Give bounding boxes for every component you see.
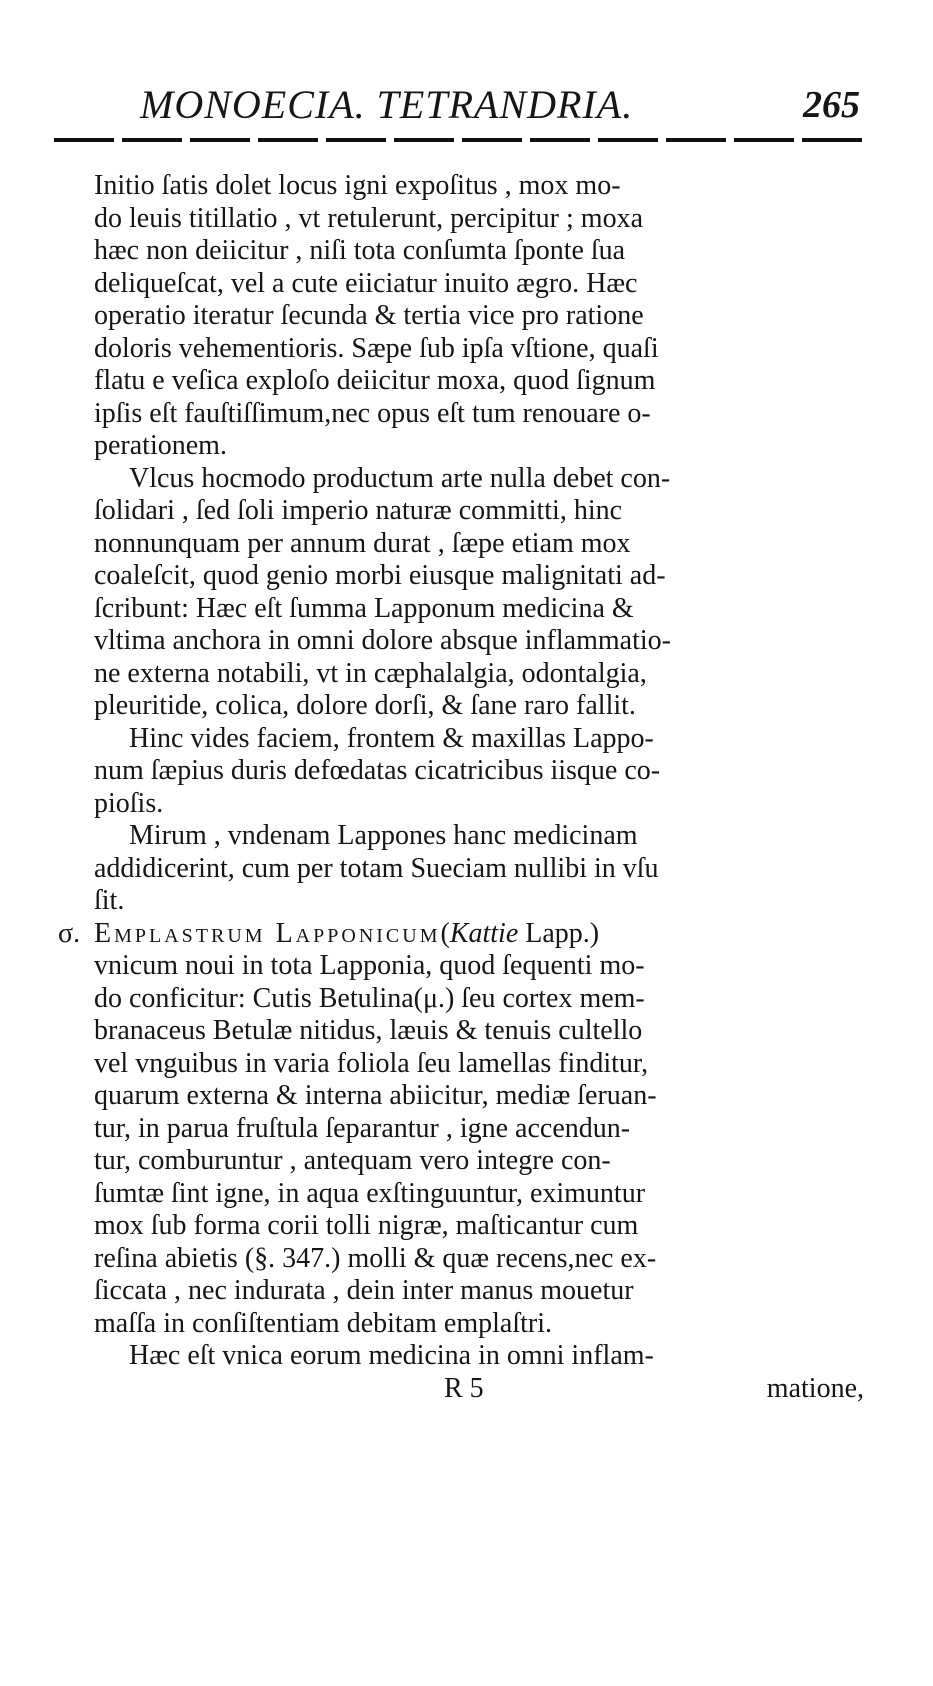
page-number: 265	[803, 84, 860, 126]
text-line: quarum externa & interna abiicitur, mediæ ſeruan-	[94, 1080, 657, 1111]
text-line: mox ſub forma corii tolli nigræ, maſticantur cum	[94, 1210, 639, 1241]
text-line: ne externa notabili, vt in cæphalalgia, odontalgia,	[94, 657, 647, 689]
text-line: vel vnguibus in varia foliola ſeu lamellas finditur,	[94, 1047, 649, 1079]
text-line: pioſis.	[94, 787, 164, 819]
emplastrum-rest: Lapp.)	[518, 917, 600, 949]
text-line: Hinc vides faciem, frontem & maxillas Lappo-	[129, 722, 654, 754]
text-line: ſolidari , ſed ſoli imperio naturæ committi, hinc	[94, 495, 623, 526]
section-marker: σ.	[58, 917, 81, 949]
main-text	[58, 170, 864, 1405]
text-line: nonnunquam per annum durat , ſæpe etiam mox	[94, 527, 631, 559]
text-line: Initio ſatis dolet locus igni expoſitus , mox mo-	[94, 170, 621, 201]
text-line: operatio iteratur ſecunda & tertia vice pro ratione	[94, 300, 644, 331]
header-rule	[54, 138, 864, 142]
footer-line	[94, 1373, 864, 1406]
text-line: do leuis titillatio , vt retulerunt, percipitur ; moxa	[94, 202, 643, 234]
text-line: Vlcus hocmodo productum arte nulla debet con-	[129, 462, 671, 494]
text-line: hæc non deiicitur , niſi tota conſumta ſponte ſua	[94, 235, 626, 266]
text-line: maſſa in conſiſtentiam debitam emplaſtri.	[94, 1307, 552, 1339]
emplastrum-italic-name: Kattie	[449, 917, 519, 949]
page-header	[140, 80, 860, 130]
emplastrum-title: Emplastrum Lapponicum	[94, 917, 441, 949]
signature-mark: R 5	[444, 1372, 484, 1404]
text-line: reſina abietis (§. 347.) molli & quæ recens,nec ex-	[94, 1242, 657, 1274]
text-line: vltima anchora in omni dolore absque inflammatio-	[94, 625, 671, 656]
text-line: ſumtæ ſint igne, in aqua exſtinguuntur, eximuntur	[94, 1177, 646, 1209]
text-line: coaleſcit, quod genio morbi eiusque malignitati ad-	[94, 560, 666, 591]
text-line: num ſæpius duris defœdatas cicatricibus iisque co-	[94, 755, 661, 786]
text-line: vnicum noui in tota Lapponia, quod ſequenti mo-	[94, 950, 645, 981]
running-head: MONOECIA. TETRANDRIA.	[140, 82, 634, 127]
text-line: deliqueſcat, vel a cute eiiciatur inuito ægro. Hæc	[94, 267, 638, 299]
text-line: pleuritide, colica, dolore dorſi, & ſane raro fallit.	[94, 690, 636, 721]
text-line: Mirum , vndenam Lappones hanc medicinam	[129, 820, 638, 851]
text-line: branaceus Betulæ nitidus, læuis & tenuis cultello	[94, 1015, 643, 1046]
text-line: flatu e veſica exploſo deiicitur moxa, quod ſignum	[94, 365, 656, 396]
text-line: ſcribunt: Hæc eſt ſumma Lapponum medicina &	[94, 592, 634, 624]
text-line: ſit.	[94, 885, 125, 916]
text-line: doloris vehementioris. Sæpe ſub ipſa vſtione, quaſi	[94, 332, 659, 364]
text-line: addidicerint, cum per totam Sueciam nullibi in vſu	[94, 852, 659, 884]
emplastrum-open-paren: (	[440, 917, 450, 949]
emplastrum-heading	[58, 917, 864, 951]
text-line: perationem.	[94, 430, 227, 461]
text-line: do conficitur: Cutis Betulina(μ.) ſeu cortex mem-	[94, 982, 645, 1014]
catchword: matione,	[766, 1372, 864, 1404]
text-line: tur, in parua fruſtula ſeparantur , igne accendun-	[94, 1112, 631, 1144]
text-line: tur, comburuntur , antequam vero integre con-	[94, 1145, 611, 1176]
text-line: ipſis eſt fauſtiſſimum,nec opus eſt tum renouare o-	[94, 397, 651, 429]
text-line: ſiccata , nec indurata , dein inter manus mouetur	[94, 1275, 634, 1306]
text-line: Hæc eſt vnica eorum medicina in omni inflam-	[129, 1340, 654, 1371]
